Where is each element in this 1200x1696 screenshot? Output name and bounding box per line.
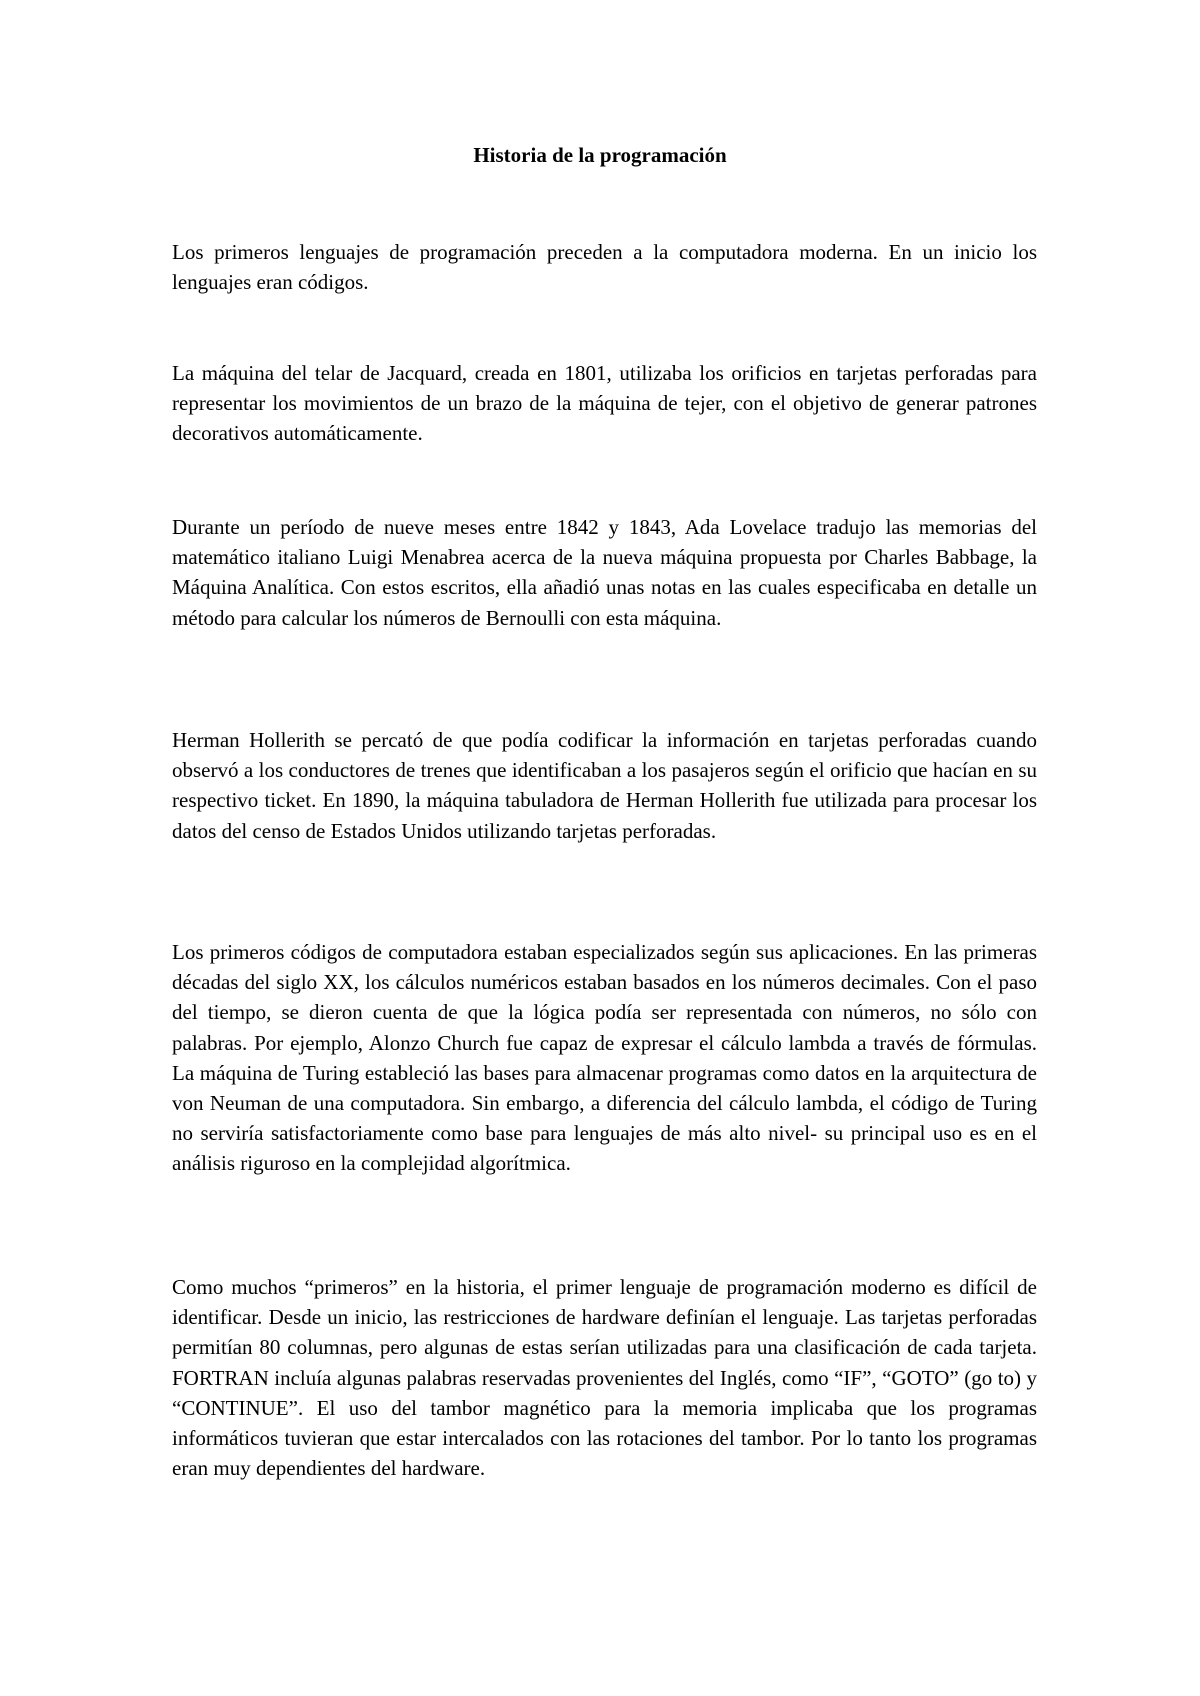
paragraph-lovelace: Durante un período de nueve meses entre 1842 y 1843, Ada Lovelace tradujo las memorias del matemático italiano Luigi Menabrea acerca de la nueva máquina propuesta por Charles Babbage, la Máquina Analítica. Con estos escritos, ella añadió unas notas en las cuales especificaba en detalle un método para calcular los números de Bernoulli con esta máquina. — [172, 515, 1037, 630]
paragraph-early-codes: Los primeros códigos de computadora estaban especializados según sus aplicaciones. En las primeras décadas del siglo XX, los cálculos numéricos estaban basados en los números decimales. Con el paso del tiempo, se dieron cuenta de que la lógica podía ser representada con números, no sólo con palabras. Por ejemplo, Alonzo Church fue capaz de expresar el cálculo lambda a través de fórmulas. La máquina de Turing estableció las bases para almacenar programas como datos en la arquitectura de von Neuman de una computadora. Sin embargo, a diferencia del cálculo lambda, el código de Turing no serviría satisfactoriamente como base para lenguajes de más alto nivel- su principal uso es en el análisis riguroso en la complejidad algorítmica. — [172, 940, 1037, 1176]
paragraph-jacquard: La máquina del telar de Jacquard, creada en 1801, utilizaba los orificios en tarjetas perforadas para representar los movimientos de un brazo de la máquina de tejer, con el objetivo de generar patrones decorativos automáticamente. — [172, 361, 1037, 446]
paragraph-hollerith: Herman Hollerith se percató de que podía codificar la información en tarjetas perforadas cuando observó a los conductores de trenes que identificaban a los pasajeros según el orificio que hacían en su respectivo ticket. En 1890, la máquina tabuladora de Herman Hollerith fue utilizada para procesar los datos del censo de Estados Unidos utilizando tarjetas perforadas. — [172, 728, 1037, 843]
page-title: Historia de la programación — [473, 143, 727, 167]
paragraph-first-language: Como muchos “primeros” en la historia, el primer lenguaje de programación moderno es difícil de identificar. Desde un inicio, las restricciones de hardware definían el lenguaje. Las tarjetas perforadas permitían 80 columnas, pero algunas de estas serían utilizadas para una clasificación de cada tarjeta. FORTRAN incluía algunas palabras reservadas provenientes del Inglés, como “IF”, “GOTO” (go to) y “CONTINUE”. El uso del tambor magnético para la memoria implicaba que los programas informáticos tuvieran que estar intercalados con las rotaciones del tambor. Por lo tanto los programas eran muy dependientes del hardware. — [172, 1275, 1037, 1481]
paragraph-intro: Los primeros lenguajes de programación preceden a la computadora moderna. En un inicio los lenguajes eran códigos. — [172, 240, 1037, 295]
